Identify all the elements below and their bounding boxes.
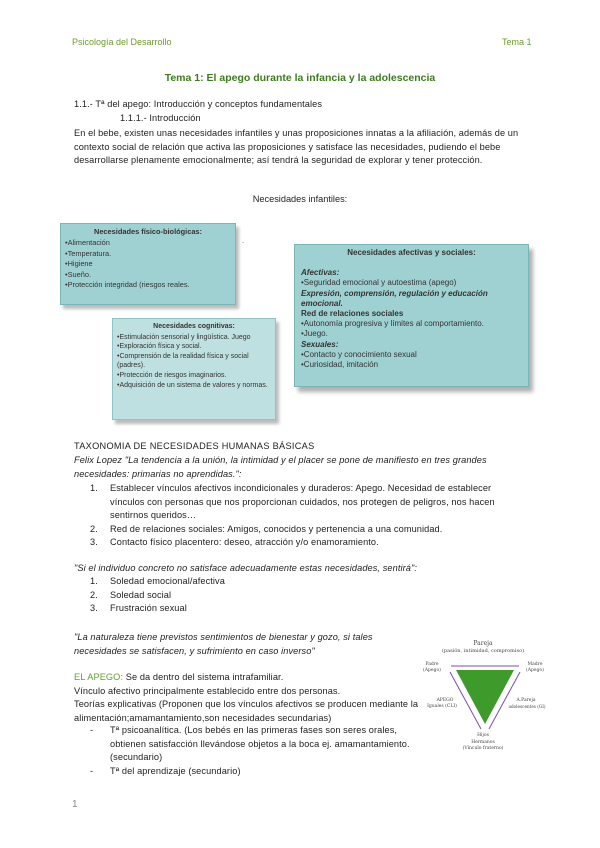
diagram-right-title: Madre <box>527 662 543 667</box>
list-item: •Curiosidad, imitación <box>301 360 379 370</box>
subsection-heading: 1.1.1.- Introducción <box>120 113 201 123</box>
item-text: Tª psicoanalítica. (Los bebés en las primeras fases son seres orales, obtienen satisfacción llevándose objetos a la boca ej. amamantamiento. (secundario) <box>110 725 410 763</box>
affective-label: Afectivas: <box>301 268 340 278</box>
header-topic: Tema 1 <box>502 37 532 47</box>
apego-section <box>74 671 419 725</box>
diagram-left-sub: (Apego) <box>423 668 441 673</box>
diagram-top-sub: (pasión, intimidad, compromiso) <box>441 648 525 654</box>
diagram-top-title: Pareja <box>473 640 493 647</box>
item-text: Soledad emocional/afectiva <box>110 576 225 586</box>
list-item <box>74 536 526 550</box>
item-number: 3. <box>90 603 98 614</box>
needs-heading: Necesidades infantiles: <box>252 194 348 204</box>
diagram-right-side-sub: adolescentes (GI) <box>508 704 546 709</box>
list-item: •Sueño. <box>65 269 92 279</box>
item-text: Red de relaciones sociales: Amigos, conocidos y pertenencia a una comunidad. <box>110 523 443 534</box>
header-course: Psicología del Desarrollo <box>72 37 172 47</box>
list-item: •Juego. <box>301 329 328 339</box>
list-item <box>74 602 374 616</box>
item-number: 2. <box>90 589 98 600</box>
list-item <box>74 523 526 537</box>
green-triangle <box>456 670 514 724</box>
quote-unmet-needs: "Si el individuo concreto no satisface adecuadamente estas necesidades, sentirá": <box>74 563 418 573</box>
apego-definition: Se da dentro del sistema intrafamiliar. <box>123 672 284 682</box>
diagram-left-side: APEGO <box>436 698 454 703</box>
consequences-list <box>74 575 374 616</box>
list-item: •Temperatura. <box>65 248 112 258</box>
stray-dot: . <box>242 236 245 245</box>
diagram-right-sub: (Apego) <box>526 668 544 673</box>
list-item: •Comprensión de la realidad física y social (padres). <box>117 352 249 370</box>
taxonomy-heading: TAXONOMIA DE NECESIDADES HUMANAS BÁSICAS <box>74 441 315 451</box>
theories-list <box>74 724 419 778</box>
item-number: 3. <box>90 537 98 548</box>
box-title: Necesidades afectivas y sociales: <box>347 248 476 257</box>
box-title: Necesidades físico-biológicas: <box>93 227 203 236</box>
diagram-left-side-sub: Iguales (CLI) <box>427 704 457 709</box>
relations-label: Red de relaciones sociales <box>301 309 404 319</box>
apego-theories-intro: Teorías explicativas (Proponen que los vínculos afectivos se producen mediante la alimentación;amamantamiento,son necesidades secundarias) <box>74 699 419 723</box>
page-title: Tema 1: El apego durante la infancia y la adolescencia <box>164 72 436 84</box>
box-physical-biological-needs <box>60 223 236 305</box>
box-affective-social-needs <box>294 244 529 387</box>
item-dash: - <box>90 725 94 735</box>
list-item: •Seguridad emocional y autoestima (apego) <box>301 278 457 288</box>
item-text: Tª del aprendizaje (secundario) <box>110 765 241 776</box>
needs-list <box>74 482 526 550</box>
item-number: 2. <box>90 523 98 534</box>
list-item: •Adquisición de un sistema de valores y normas. <box>117 381 268 389</box>
item-number: 1. <box>90 483 98 493</box>
list-item <box>74 589 374 603</box>
sexual-label: Sexuales: <box>301 339 339 349</box>
list-item: •Protección integridad (riesgos reales. <box>65 280 190 290</box>
list-item: •Alimentación <box>65 238 110 248</box>
list-item: •Protección de riesgos imaginarios. <box>117 371 227 379</box>
quote-felix-lopez: Felix Lopez "La tendencia a la unión, la intimidad y el placer se pone de manifiesto en tres grandes necesidades: primarias no aprendidas.": <box>74 455 487 479</box>
intro-paragraph: En el bebe, existen unas necesidades infantiles y unas proposiciones innatas a la afiliación, además de un contexto social de relación que activa las proposiciones y satisface las necesidades, pudiendo el bebe desarrollarse plenamente emocionalmente; así tendrá la seguridad de explorar y tener protección. <box>74 128 519 166</box>
attachment-triangle-diagram <box>418 632 548 767</box>
quote-nature: "La naturaleza tiene previstos sentimientos de bienestar y gozo, si tales necesidades se satisfacen, y sufrimiento en caso inverso" <box>74 632 373 656</box>
item-text: Establecer vínculos afectivos incondicionales y duraderos: Apego. Necesidad de establecer vínculos con personas que nos proporcionan cuidados, nos protegen de peligros, nos hacen sentirnos queridos… <box>110 483 495 521</box>
item-text: Contacto físico placentero: deseo, atracción y/o enamoramiento. <box>110 537 379 548</box>
list-item: •Contacto y conocimiento sexual <box>301 349 417 359</box>
list-item: •Autonomía progresiva y límites al comportamiento. <box>301 319 484 329</box>
item-dash: - <box>90 765 94 776</box>
box-cognitive-needs <box>112 318 276 420</box>
apego-label: EL APEGO: <box>74 672 124 682</box>
item-text: Soledad social <box>110 589 172 600</box>
section-heading: 1.1.- Tª del apego: Introducción y conceptos fundamentales <box>74 99 323 109</box>
box-title: Necesidades cognitivas: <box>153 323 235 330</box>
list-item: Expresión, comprensión, regulación y educación emocional. <box>301 288 488 308</box>
page-number: 1 <box>72 799 78 810</box>
diagram-left-title: Padre <box>425 662 439 667</box>
diagram-bottom-sub1: Hermanos <box>471 740 495 745</box>
diagram-right-side: A.Pareja <box>516 698 536 703</box>
apego-line: Vínculo afectivo principalmente establecido entre dos personas. <box>74 685 341 696</box>
list-item <box>74 724 419 765</box>
list-item <box>74 575 374 589</box>
item-number: 1. <box>90 576 98 586</box>
item-text: Frustración sexual <box>110 603 187 614</box>
diagram-bottom-sub2: (Vínculo fraterno) <box>462 746 504 751</box>
list-item: •Estimulación sensorial y lingüística. Juego <box>117 333 251 341</box>
list-item <box>74 765 419 779</box>
diagram-bottom-title: Hijos <box>477 733 489 738</box>
list-item <box>74 482 526 523</box>
list-item: •Higiene <box>65 259 93 269</box>
list-item: •Exploración física y social. <box>117 343 202 351</box>
